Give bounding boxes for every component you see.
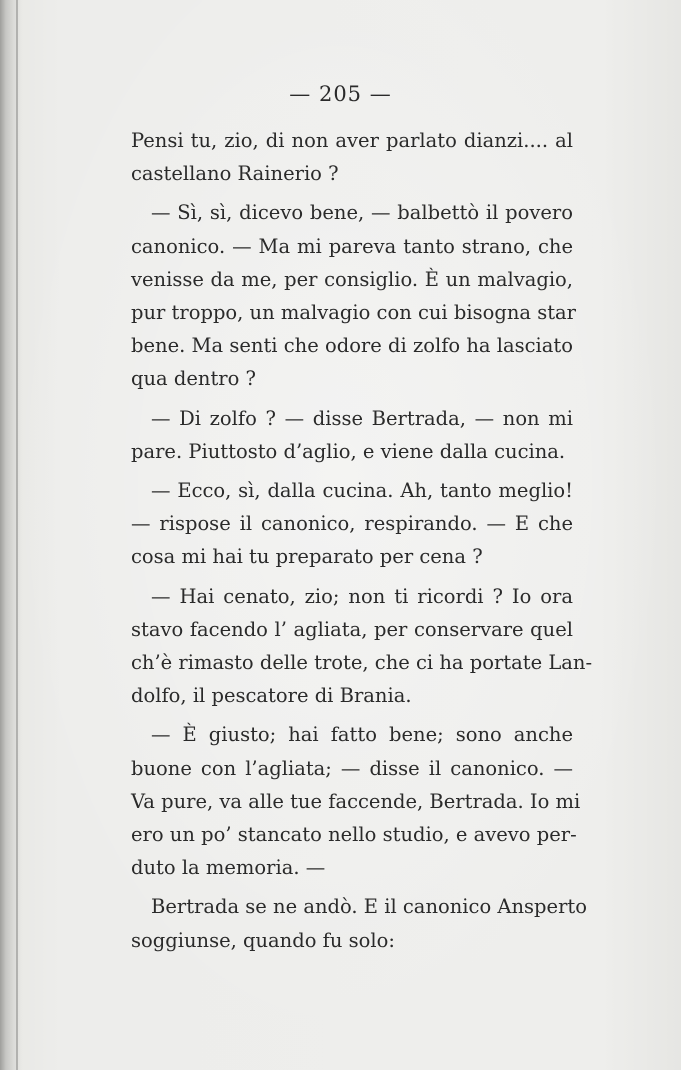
text-line: castellano Rainerio ?	[131, 162, 339, 186]
text-line: Bertrada se ne andò. E il canonico Ansperto	[151, 895, 587, 919]
text-line: — rispose il canonico, respirando. — E che	[131, 512, 573, 536]
body-text	[131, 124, 593, 957]
text-line: — Di zolfo ? — disse Bertrada, — non mi	[151, 406, 573, 430]
text-line: — Hai cenato, zio; non ti ricordi ? Io ora	[151, 584, 573, 608]
text-line: stavo facendo l’ agliata, per conservare quel	[131, 617, 573, 641]
page-number: — 205 —	[289, 82, 392, 106]
text-line: — Sì, sì, dicevo bene, — balbettò il povero	[151, 201, 573, 225]
text-line: — È giusto; hai fatto bene; sono anche	[151, 723, 573, 747]
paragraph	[131, 718, 581, 884]
paragraph	[131, 890, 587, 956]
text-line: ero un po’ stancato nello studio, e avevo per-	[131, 823, 577, 847]
text-line: qua dentro ?	[131, 367, 256, 391]
text-line: soggiunse, quando fu solo:	[131, 928, 395, 952]
text-line: buone con l’agliata; — disse il canonico. —	[131, 756, 573, 780]
paragraph	[131, 402, 573, 468]
text-line: pare. Piuttosto d’aglio, e viene dalla cucina.	[131, 439, 566, 463]
text-line: Va pure, va alle tue faccende, Bertrada. Io mi	[131, 789, 581, 813]
text-line: pur troppo, un malvagio con cui bisogna star	[131, 301, 576, 325]
text-line: ch’è rimasto delle trote, che ci ha portate Lan-	[131, 651, 593, 675]
page-binding-edge	[16, 0, 18, 1070]
paragraph	[131, 474, 573, 574]
paragraph	[131, 124, 573, 190]
text-line: duto la memoria. —	[131, 856, 326, 880]
text-line: — Ecco, sì, dalla cucina. Ah, tanto meglio!	[151, 479, 573, 503]
text-line: bene. Ma senti che odore di zolfo ha lasciato	[131, 334, 573, 358]
text-line: venisse da me, per consiglio. È un malvagio,	[131, 267, 573, 291]
text-line: Pensi tu, zio, di non aver parlato dianzi.... al	[131, 129, 573, 152]
page-binding-shadow	[0, 0, 22, 1070]
paragraph	[131, 196, 576, 395]
paragraph	[131, 580, 593, 713]
text-line: cosa mi hai tu preparato per cena ?	[131, 545, 483, 569]
text-line: canonico. — Ma mi pareva tanto strano, che	[131, 234, 573, 258]
text-line: dolfo, il pescatore di Brania.	[131, 684, 412, 708]
